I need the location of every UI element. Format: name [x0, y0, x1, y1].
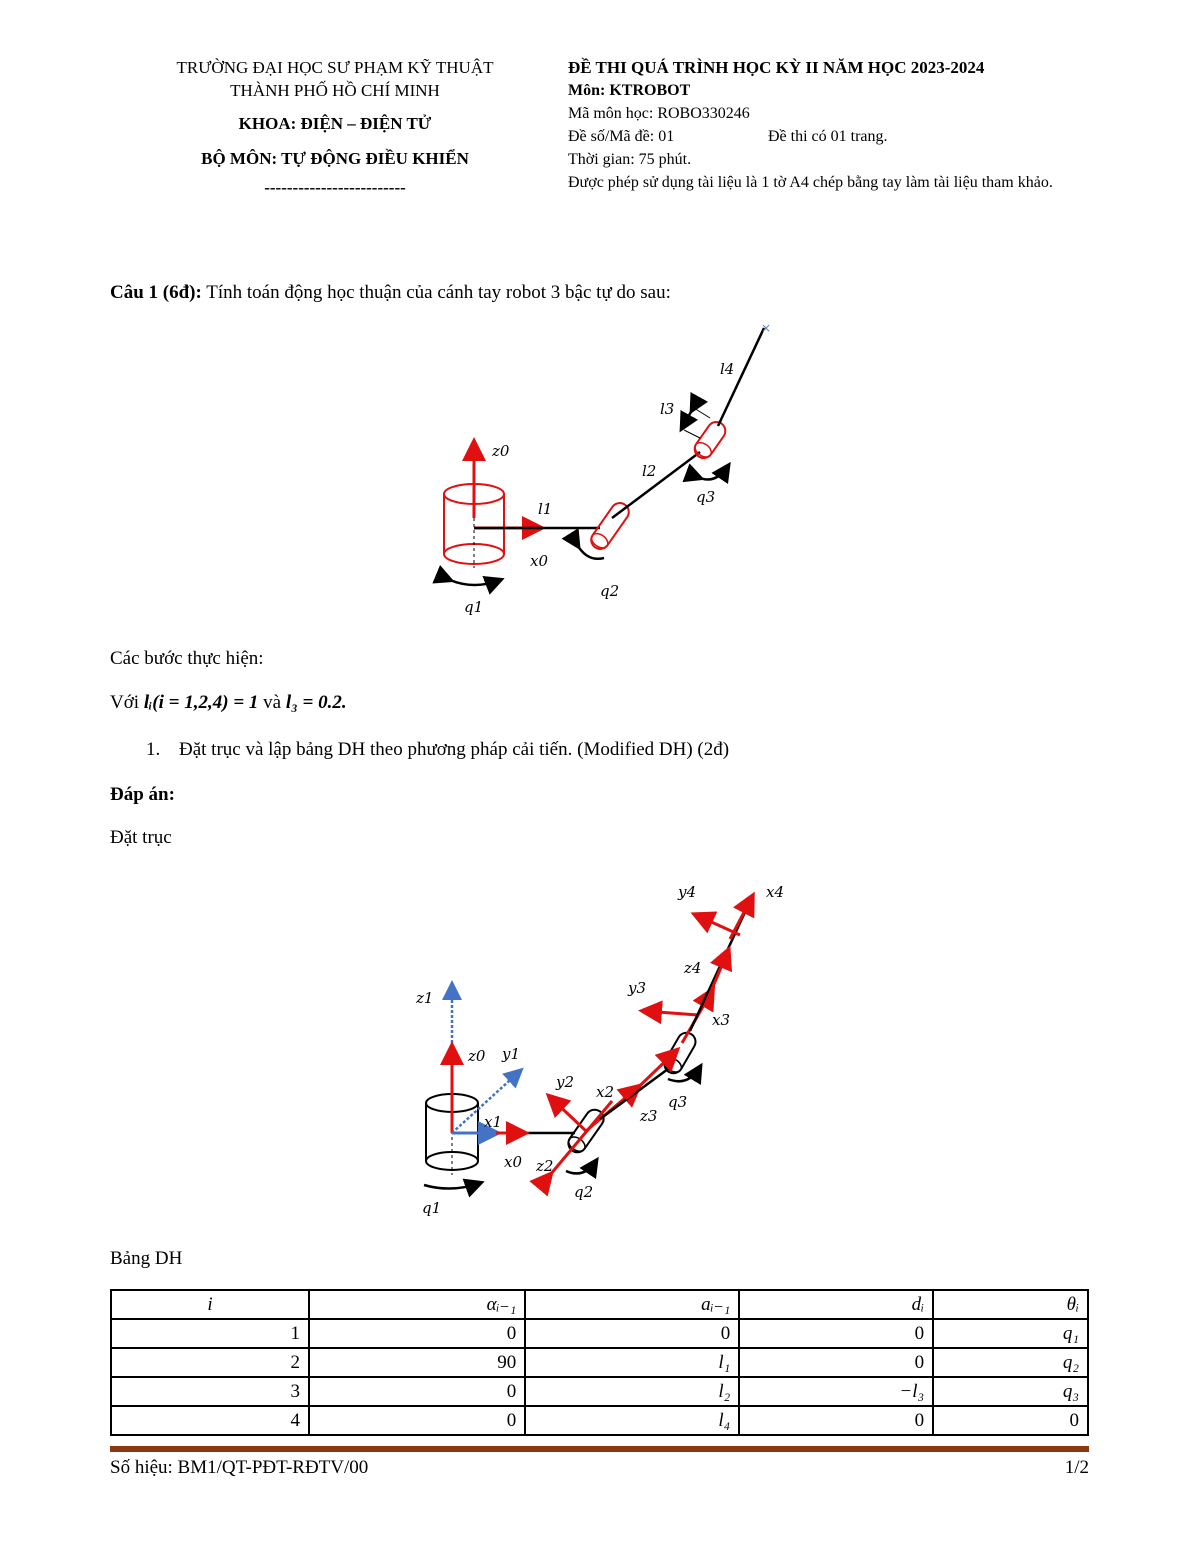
label-z4: z4 [684, 959, 702, 977]
label-l2: l2 [642, 462, 657, 480]
label-q1: q1 [464, 598, 484, 616]
condition: Với lᵢ(i = 1,2,4) = 1 và l₃ = 0.2. [110, 692, 347, 713]
table-row [111, 1377, 1088, 1406]
subject: Môn: KTROBOT [568, 82, 691, 99]
dh-header-cell: i [111, 1290, 309, 1319]
end-effector-mark: × [761, 321, 772, 335]
table-cell: l₁ [525, 1348, 739, 1377]
page-number: 1/2 [1064, 1457, 1089, 1478]
label-q2-2: q2 [574, 1183, 594, 1201]
label-x2: x2 [596, 1083, 615, 1101]
university-line2: THÀNH PHỐ HỒ CHÍ MINH [230, 81, 440, 100]
frame-assignment-diagram [400, 875, 820, 1220]
q1-rotation-icon [450, 580, 500, 585]
steps-title: Các bước thực hiện: [110, 648, 264, 669]
label-y2: y2 [556, 1073, 575, 1091]
label-l4: l4 [720, 360, 735, 378]
dh-title: Bảng DH [110, 1248, 183, 1269]
question1-label: Câu 1 (6đ): [110, 282, 202, 303]
label-q1-2: q1 [422, 1199, 442, 1217]
dh-header-cell: αᵢ₋₁ [309, 1290, 525, 1319]
label-l1: l1 [538, 500, 553, 518]
table-cell: −l₃ [739, 1377, 933, 1406]
q2-rotation-icon-2 [566, 1161, 596, 1173]
exam-number: Đề số/Mã đề: 01 [568, 128, 675, 145]
label-y1: y1 [502, 1045, 521, 1063]
exam-title: ĐỀ THI QUÁ TRÌNH HỌC KỲ II NĂM HỌC 2023-2024 [568, 58, 985, 77]
step1 [146, 739, 729, 761]
table-row [111, 1406, 1088, 1435]
l3-dimension [682, 410, 692, 428]
label-y3: y3 [628, 979, 647, 997]
label-z0: z0 [492, 442, 510, 460]
footer-divider [110, 1446, 1089, 1452]
question1 [110, 282, 671, 304]
step1-number: 1. [146, 739, 161, 760]
table-cell: l₂ [525, 1377, 739, 1406]
label-x0: x0 [530, 552, 549, 570]
materials: Được phép sử dụng tài liệu là 1 tờ A4 chép bằng tay làm tài liệu tham khảo. [568, 174, 1053, 191]
table-cell: q₂ [933, 1348, 1088, 1377]
q3-rotation-icon [700, 466, 728, 480]
doc-code: Số hiệu: BM1/QT-PĐT-RĐTV/00 [110, 1457, 369, 1478]
y3-arrow [644, 1011, 698, 1015]
label-z3: z3 [640, 1107, 658, 1125]
table-cell: 3 [111, 1377, 309, 1406]
z3-arrow [626, 1051, 676, 1099]
table-cell: 0 [309, 1377, 525, 1406]
department: BỘ MÔN: TỰ ĐỘNG ĐIỀU KHIỂN [201, 149, 469, 168]
answer-label: Đáp án: [110, 784, 175, 805]
header-right [568, 56, 1098, 194]
y4-arrow [696, 915, 740, 935]
faculty: KHOA: ĐIỆN – ĐIỆN TỬ [238, 114, 432, 133]
label-z1: z1 [416, 989, 434, 1007]
table-cell: 2 [111, 1348, 309, 1377]
z2-arrow [550, 1101, 612, 1175]
table-cell: 0 [309, 1319, 525, 1348]
label-x1: x1 [484, 1113, 503, 1131]
dh-header-row [111, 1290, 1088, 1319]
z4-arrow [706, 951, 728, 1003]
step1-text: Đặt trục và lập bảng DH theo phương pháp cải tiến. (Modified DH) (2đ) [179, 739, 730, 760]
dh-header-cell: aᵢ₋₁ [525, 1290, 739, 1319]
table-cell: 1 [111, 1319, 309, 1348]
question1-text: Tính toán động học thuận của cánh tay robot 3 bậc tự do sau: [201, 282, 671, 303]
label-q3: q3 [696, 488, 716, 506]
label-x0-2: x0 [504, 1153, 523, 1171]
footer [110, 1457, 1089, 1479]
joint3-cylinder-2 [661, 1029, 699, 1076]
label-y4: y4 [678, 883, 697, 901]
duration: Thời gian: 75 phút. [568, 151, 692, 168]
table-cell: 4 [111, 1406, 309, 1435]
exam-number-row [568, 125, 1098, 148]
label-q2: q2 [600, 582, 620, 600]
label-x4: x4 [766, 883, 785, 901]
table-cell: 0 [933, 1406, 1088, 1435]
university-line1: TRƯỜNG ĐẠI HỌC SƯ PHẠM KỸ THUẬT [176, 58, 494, 77]
axes-label: Đặt trục [110, 827, 172, 848]
page-count: Đề thi có 01 trang. [768, 128, 888, 145]
label-z2: z2 [536, 1157, 554, 1175]
robot-diagram [420, 318, 800, 630]
label-z0-2: z0 [468, 1047, 486, 1065]
header-separator: ------------------------- [264, 178, 406, 197]
course-code: Mã môn học: ROBO330246 [568, 105, 750, 122]
table-cell: 0 [739, 1319, 933, 1348]
dh-header-cell: θᵢ [933, 1290, 1088, 1319]
table-cell: 90 [309, 1348, 525, 1377]
table-cell: 0 [739, 1348, 933, 1377]
y2-arrow [550, 1097, 586, 1131]
table-cell: 0 [739, 1406, 933, 1435]
label-l3: l3 [660, 400, 675, 418]
table-cell: 0 [525, 1319, 739, 1348]
joint3-cylinder [691, 418, 729, 461]
label-q3-2: q3 [668, 1093, 688, 1111]
table-row [111, 1348, 1088, 1377]
table-row [111, 1319, 1088, 1348]
condition-expr2: l₃ = 0.2. [285, 692, 347, 713]
dh-table [110, 1289, 1089, 1436]
table-cell: q₃ [933, 1377, 1088, 1406]
header-left [110, 56, 560, 199]
q1-rotation-icon-2 [424, 1183, 480, 1189]
dh-header-cell: dᵢ [739, 1290, 933, 1319]
table-cell: q₁ [933, 1319, 1088, 1348]
table-cell: 0 [309, 1406, 525, 1435]
label-x3: x3 [712, 1011, 731, 1029]
table-cell: l₄ [525, 1406, 739, 1435]
condition-expr1: lᵢ(i = 1,2,4) = 1 [143, 692, 259, 713]
